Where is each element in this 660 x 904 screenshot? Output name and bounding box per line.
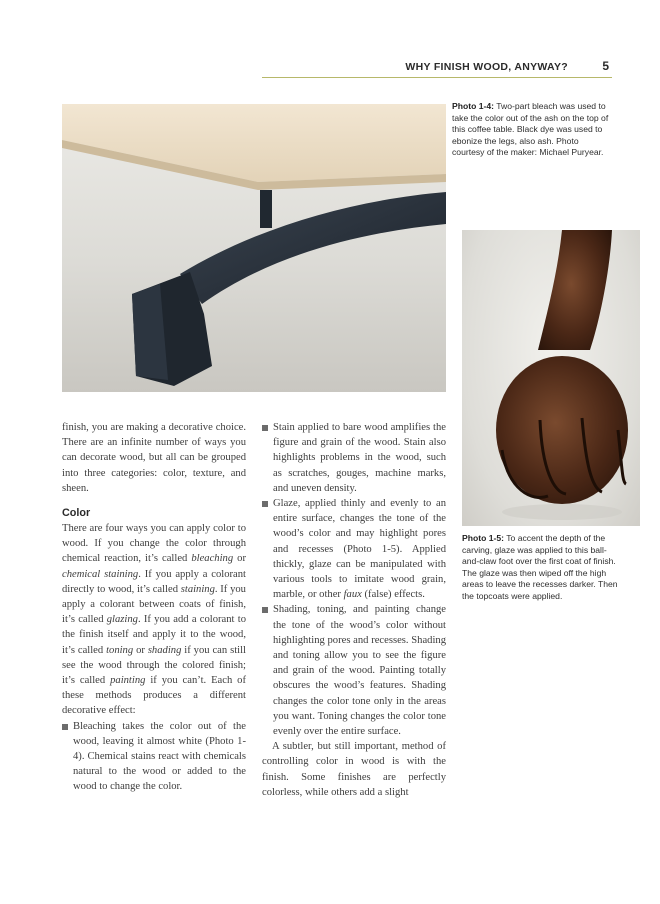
section-heading-color: Color xyxy=(62,507,91,520)
coffee-table-illustration xyxy=(62,104,446,392)
bullet-square-icon xyxy=(62,724,68,730)
ball-and-claw-illustration xyxy=(462,230,640,526)
text-column-left xyxy=(62,420,246,795)
page-number: 5 xyxy=(602,59,609,73)
bullet-square-icon xyxy=(262,501,268,507)
bullet-glaze: Glaze, applied thinly and evenly to an entire surface, changes the tone of the wood’s color and may highlight pores and recesses (Photo 1-5). Applied thickly, glaze can be manipulated with various tools to imitate wood grain, marble, or other faux (false) effects. xyxy=(262,496,446,602)
bullet-square-icon xyxy=(262,607,268,613)
photo-caption-1-5 xyxy=(462,533,622,603)
bullet-stain: Stain applied to bare wood amplifies the figure and grain of the wood. Stain also highlights problems in the wood, such as scratches, gouges, machine marks, and uneven density. xyxy=(262,420,446,496)
running-head-title: WHY FINISH WOOD, ANYWAY? xyxy=(405,61,568,73)
closing-paragraph: A subtler, but still important, method of controlling color in wood is with the finish. Some finishes are perfectly colorless, while others add a slight xyxy=(262,741,446,798)
caption-label: Photo 1-4: xyxy=(452,101,495,111)
photo-coffee-table xyxy=(62,104,446,392)
intro-paragraph: finish, you are making a decorative choice. There are an infinite number of ways you can decorate wood, but all can be grouped into three categories: color, texture, and sheen. xyxy=(62,422,246,494)
caption-text: To accent the depth of the carving, glaze was applied to this ball-and-claw foot over the first coat of finish. The glaze was then wiped off the high areas to leave the recesses darker. Then the topcoats were applied. xyxy=(462,533,618,601)
bullet-shading: Shading, toning, and painting change the tone of the wood’s color without highlighting pores and recesses. Shading and toning allow you to see the figure and grain of the wood. Painting totally obscures the wood’s features. Shading changes the color tone only in the areas you want. Toning changes the color tone evenly over the entire surface. xyxy=(262,602,446,739)
bullet-bleaching: Bleaching takes the color out of the wood, leaving it almost white (Photo 1-4). Chemical stains react with chemicals natural to the wood or added to the wood to change the color. xyxy=(62,719,246,795)
text-column-middle xyxy=(262,420,446,800)
photo-caption-1-4 xyxy=(452,101,612,159)
bullet-square-icon xyxy=(262,425,268,431)
caption-text: Two-part bleach was used to take the color out of the ash on the top of this coffee table. Black dye was used to ebonize the legs, also ash. Photo courtesy of the maker: Michael Puryear. xyxy=(452,101,609,158)
running-head xyxy=(262,60,612,78)
caption-label: Photo 1-5: xyxy=(462,533,505,543)
color-paragraph: There are four ways you can apply color to wood. If you change the color through chemical reaction, it’s called bleaching or chemical staining. If you apply a colorant directly to wood, it’s called staining. If you apply a colorant between coats of finish, it’s called glazing. If you add a colorant to the finish itself and apply it to the wood, it’s called toning or shading if you can still see the wood through the colored finish; it’s called painting if you can’t. Each of these methods produces a different decorative effect: xyxy=(62,523,247,717)
photo-ball-and-claw-foot xyxy=(462,230,640,526)
